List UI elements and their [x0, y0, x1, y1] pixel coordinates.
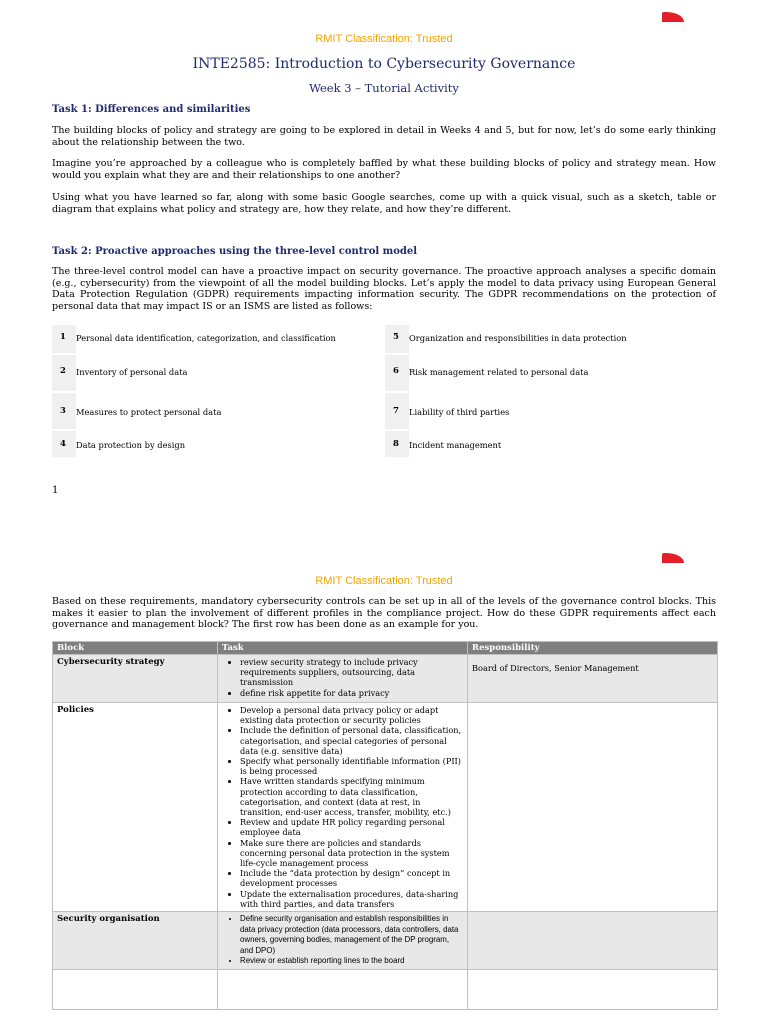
- task-item: • Include the definition of personal data, classification, categorisation, and special categories of personal data (e.g. sensitive data): [240, 725, 463, 756]
- task-item: • Specify what personally identifiable information (PII) is being processed: [240, 756, 463, 776]
- requirement-5-label: Organization and responsibilities in data protection: [409, 333, 627, 343]
- task2-heading: Task 2: Proactive approaches using the three-level control model: [52, 246, 418, 257]
- requirement-8-label: Incident management: [409, 440, 502, 450]
- requirement-7-number: 7: [393, 406, 399, 416]
- block-cell: [53, 970, 218, 1010]
- task-item: • Review and update HR policy regarding personal employee data: [240, 817, 463, 837]
- task-item: • Define security organisation and establish responsibilities in data privacy protection (data processors, data controllers, data owners, governing bodies, management of the DP program, and DPO): [240, 914, 463, 956]
- responsibility-cell[interactable]: [468, 703, 718, 912]
- requirement-6-number: 6: [393, 366, 399, 376]
- task1-paragraph-1: The building blocks of policy and strategy are going to be explored in detail in Weeks 4 and 5, but for now, let’s do some early thinking about the relationship between the two.: [52, 125, 716, 148]
- task-item: • Review or establish reporting lines to the board: [240, 956, 463, 967]
- block-cell: Security organisation: [53, 912, 218, 970]
- block-cell: Policies: [53, 703, 218, 912]
- requirement-4-label: Data protection by design: [76, 440, 186, 450]
- header-responsibility: Responsibility: [468, 642, 718, 655]
- requirement-1-label: Personal data identification, categorization, and classification: [76, 333, 336, 343]
- rmit-logo-mark: [662, 12, 684, 22]
- table-header-row: [53, 642, 718, 655]
- task-item: • Make sure there are policies and standards concerning personal data protection in the system life-cycle management process: [240, 838, 463, 869]
- requirement-1-number: 1: [60, 332, 66, 342]
- requirement-2-number: 2: [60, 366, 66, 376]
- requirement-3-number: 3: [60, 406, 66, 416]
- responsibility-cell[interactable]: [468, 970, 718, 1010]
- table-row: [53, 912, 718, 970]
- task-item: • Develop a personal data privacy policy or adapt existing data protection or security policies: [240, 705, 463, 725]
- table-row: [53, 703, 718, 912]
- responsibility-cell[interactable]: [468, 912, 718, 970]
- task-cell: [218, 703, 468, 912]
- responsibility-cell: Board of Directors, Senior Management: [468, 655, 718, 703]
- page-subtitle: Week 3 – Tutorial Activity: [309, 81, 459, 95]
- requirement-5-number: 5: [393, 332, 399, 342]
- table-row: [53, 655, 718, 703]
- task-cell: [218, 655, 468, 703]
- task1-paragraph-2: Imagine you’re approached by a colleague who is completely baffled by what these building blocks of policy and strategy mean. How would you explain what they are and their relationships to one another?: [52, 158, 716, 181]
- task-item: • define risk appetite for data privacy: [240, 688, 463, 698]
- task1-heading: Task 1: Differences and similarities: [52, 104, 251, 115]
- table-row: [53, 970, 718, 1010]
- task-item: • Update the externalisation procedures, data-sharing with third parties, and data transfers: [240, 889, 463, 909]
- task-item: • Have written standards specifying minimum protection according to data classification, categorisation, and context (data at rest, in transition, end-user access, transfer, mobility, etc.): [240, 776, 463, 817]
- requirement-7-label: Liability of third parties: [409, 407, 510, 417]
- requirement-6-label: Risk management related to personal data: [409, 367, 589, 377]
- rmit-logo-mark-page2: [662, 553, 684, 563]
- requirement-8-number: 8: [393, 439, 399, 449]
- classification-label: RMIT Classification: Trusted: [315, 33, 453, 45]
- page-number: 1: [52, 485, 59, 496]
- task-item: • Include the “data protection by design” concept in development processes: [240, 868, 463, 888]
- block-cell: Cybersecurity strategy: [53, 655, 218, 703]
- governance-table: [52, 641, 718, 1010]
- page2-intro: Based on these requirements, mandatory cybersecurity controls can be set up in all of the levels of the governance control blocks. This makes it easier to plan the involvement of different profiles in the compliance project. How do these GDPR requirements affect each governance and management block? The first row has been done as an example for you.: [52, 596, 716, 630]
- requirement-3-label: Measures to protect personal data: [76, 407, 222, 417]
- task1-paragraph-3: Using what you have learned so far, along with some basic Google searches, come up with a quick visual, such as a sketch, table or diagram that explains what policy and strategy are, how they relate, and how they’re different.: [52, 192, 716, 215]
- classification-label-page2: RMIT Classification: Trusted: [315, 575, 453, 587]
- requirement-2-label: Inventory of personal data: [76, 367, 188, 377]
- task-cell[interactable]: [218, 970, 468, 1010]
- task-cell: [218, 912, 468, 970]
- requirement-4-number: 4: [60, 439, 66, 449]
- task2-paragraph: The three-level control model can have a proactive impact on security governance. The proactive approach analyses a specific domain (e.g., cybersecurity) from the viewpoint of all the model building blocks. Let’s apply the model to data privacy using European General Data Protection Regulation (GDPR) requirements impacting information security. The GDPR recommendations on the protection of personal data that may impact IS or an ISMS are listed as follows:: [52, 266, 716, 312]
- page-title: INTE2585: Introduction to Cybersecurity Governance: [192, 56, 576, 72]
- task-item: • review security strategy to include privacy requirements suppliers, outsourcing, data transmission: [240, 657, 463, 688]
- header-task: Task: [218, 642, 468, 655]
- header-block: Block: [53, 642, 218, 655]
